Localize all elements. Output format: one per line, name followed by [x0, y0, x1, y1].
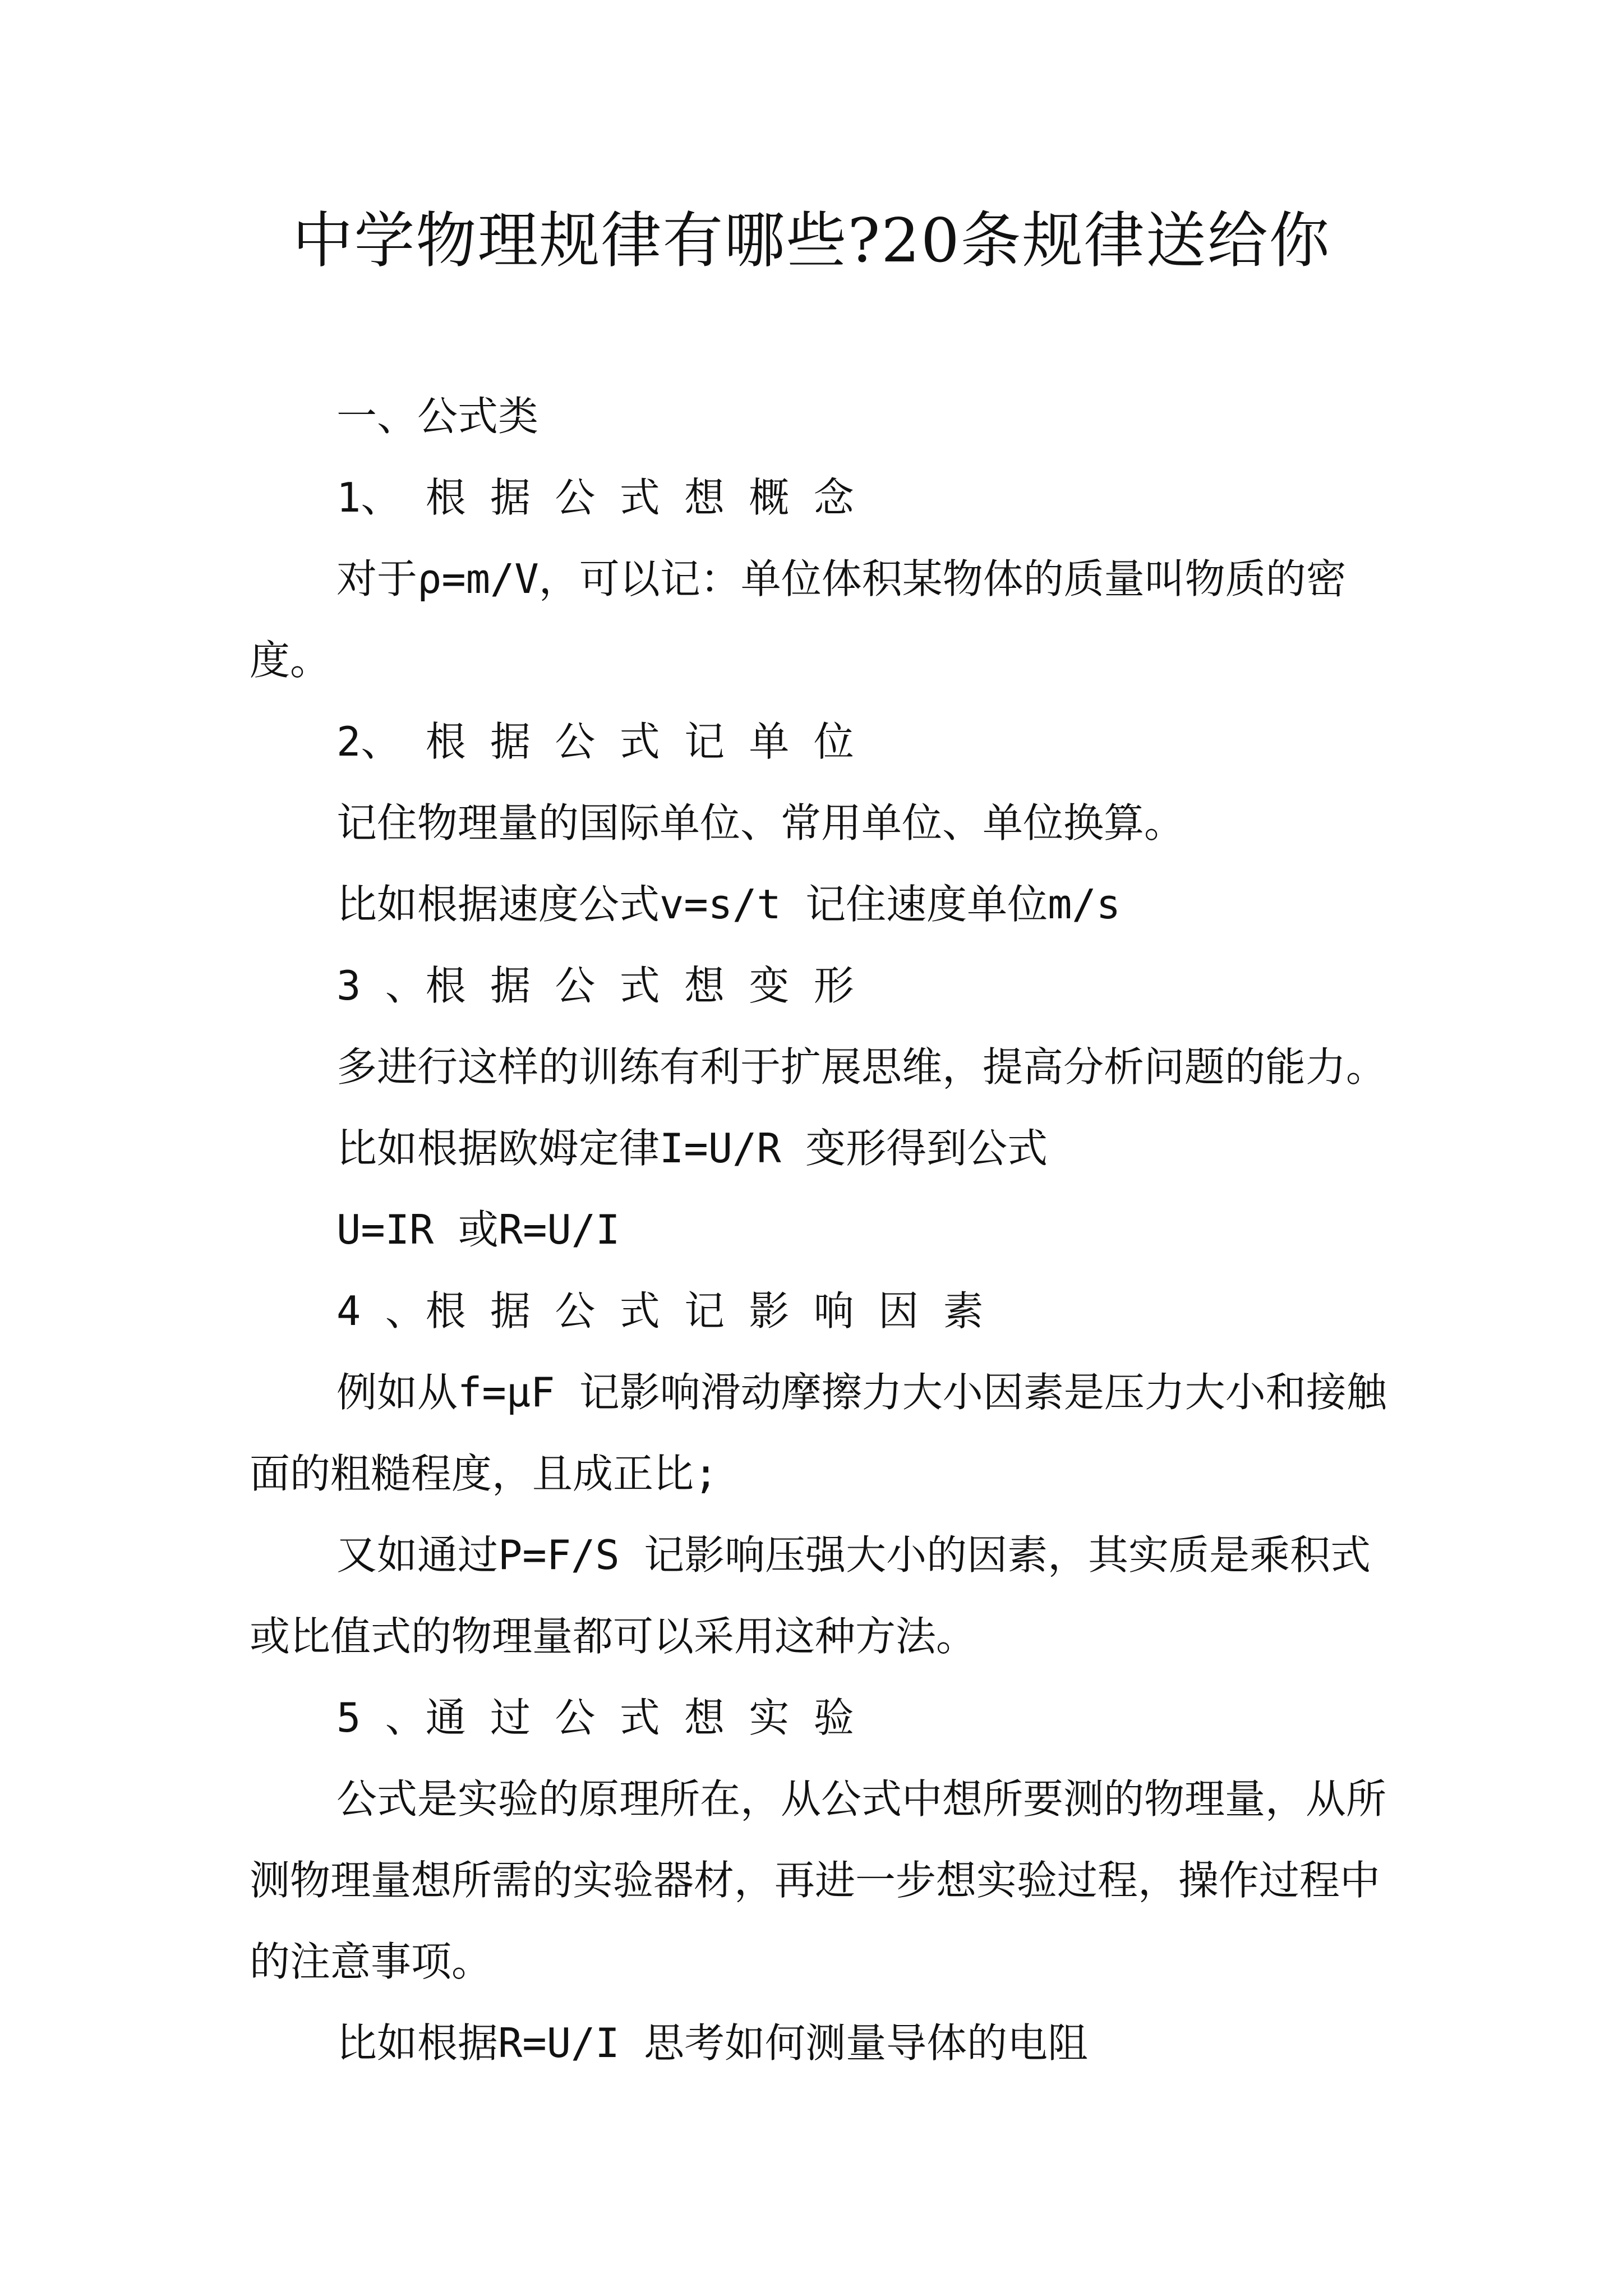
- paragraph: 比如根据R=U/I 思考如何测量导体的电阻: [336, 2019, 1089, 2067]
- paragraph: 多进行这样的训练有利于扩展思维，提高分析问题的能力。: [336, 1043, 1387, 1091]
- paragraph: 记住物理量的国际单位、常用单位、单位换算。: [336, 799, 1185, 846]
- item-heading-2: 2、 根 据 公 式 记 单 位: [336, 718, 854, 765]
- paragraph: U=IR 或R=U/I: [336, 1206, 620, 1253]
- item-heading-3: 3 、根 据 公 式 想 变 形: [336, 962, 854, 1009]
- document-body: [250, 376, 1388, 2084]
- section-heading-formulas: 一、公式类: [336, 393, 539, 440]
- paragraph: 例如从f=μF 记影响滑动摩擦力大小因素是压力大小和接触面的粗糙程度，且成正比;: [250, 1369, 1387, 1497]
- item-heading-5: 5 、通 过 公 式 想 实 验: [336, 1694, 854, 1741]
- item-heading-1: 1、 根 据 公 式 想 概 念: [336, 474, 854, 521]
- paragraph: 对于ρ=m/V，可以记：单位体积某物体的质量叫物质的密度。: [250, 555, 1347, 684]
- paragraph: 比如根据速度公式v=s/t 记住速度单位m/s: [336, 881, 1121, 928]
- item-heading-4: 4 、根 据 公 式 记 影 响 因 素: [336, 1287, 984, 1335]
- document-title: 中学物理规律有哪些?20条规律送给你: [292, 206, 1331, 276]
- paragraph: 公式是实验的原理所在，从公式中想所要测的物理量，从所测物理量想所需的实验器材，再进一步想实验过程，操作过程中的注意事项。: [250, 1775, 1387, 1985]
- paragraph: 又如通过P=F/S 记影响压强大小的因素，其实质是乘积式或比值式的物理量都可以采用这种方法。: [250, 1531, 1371, 1660]
- paragraph: 比如根据欧姆定律I=U/R 变形得到公式: [336, 1125, 1048, 1172]
